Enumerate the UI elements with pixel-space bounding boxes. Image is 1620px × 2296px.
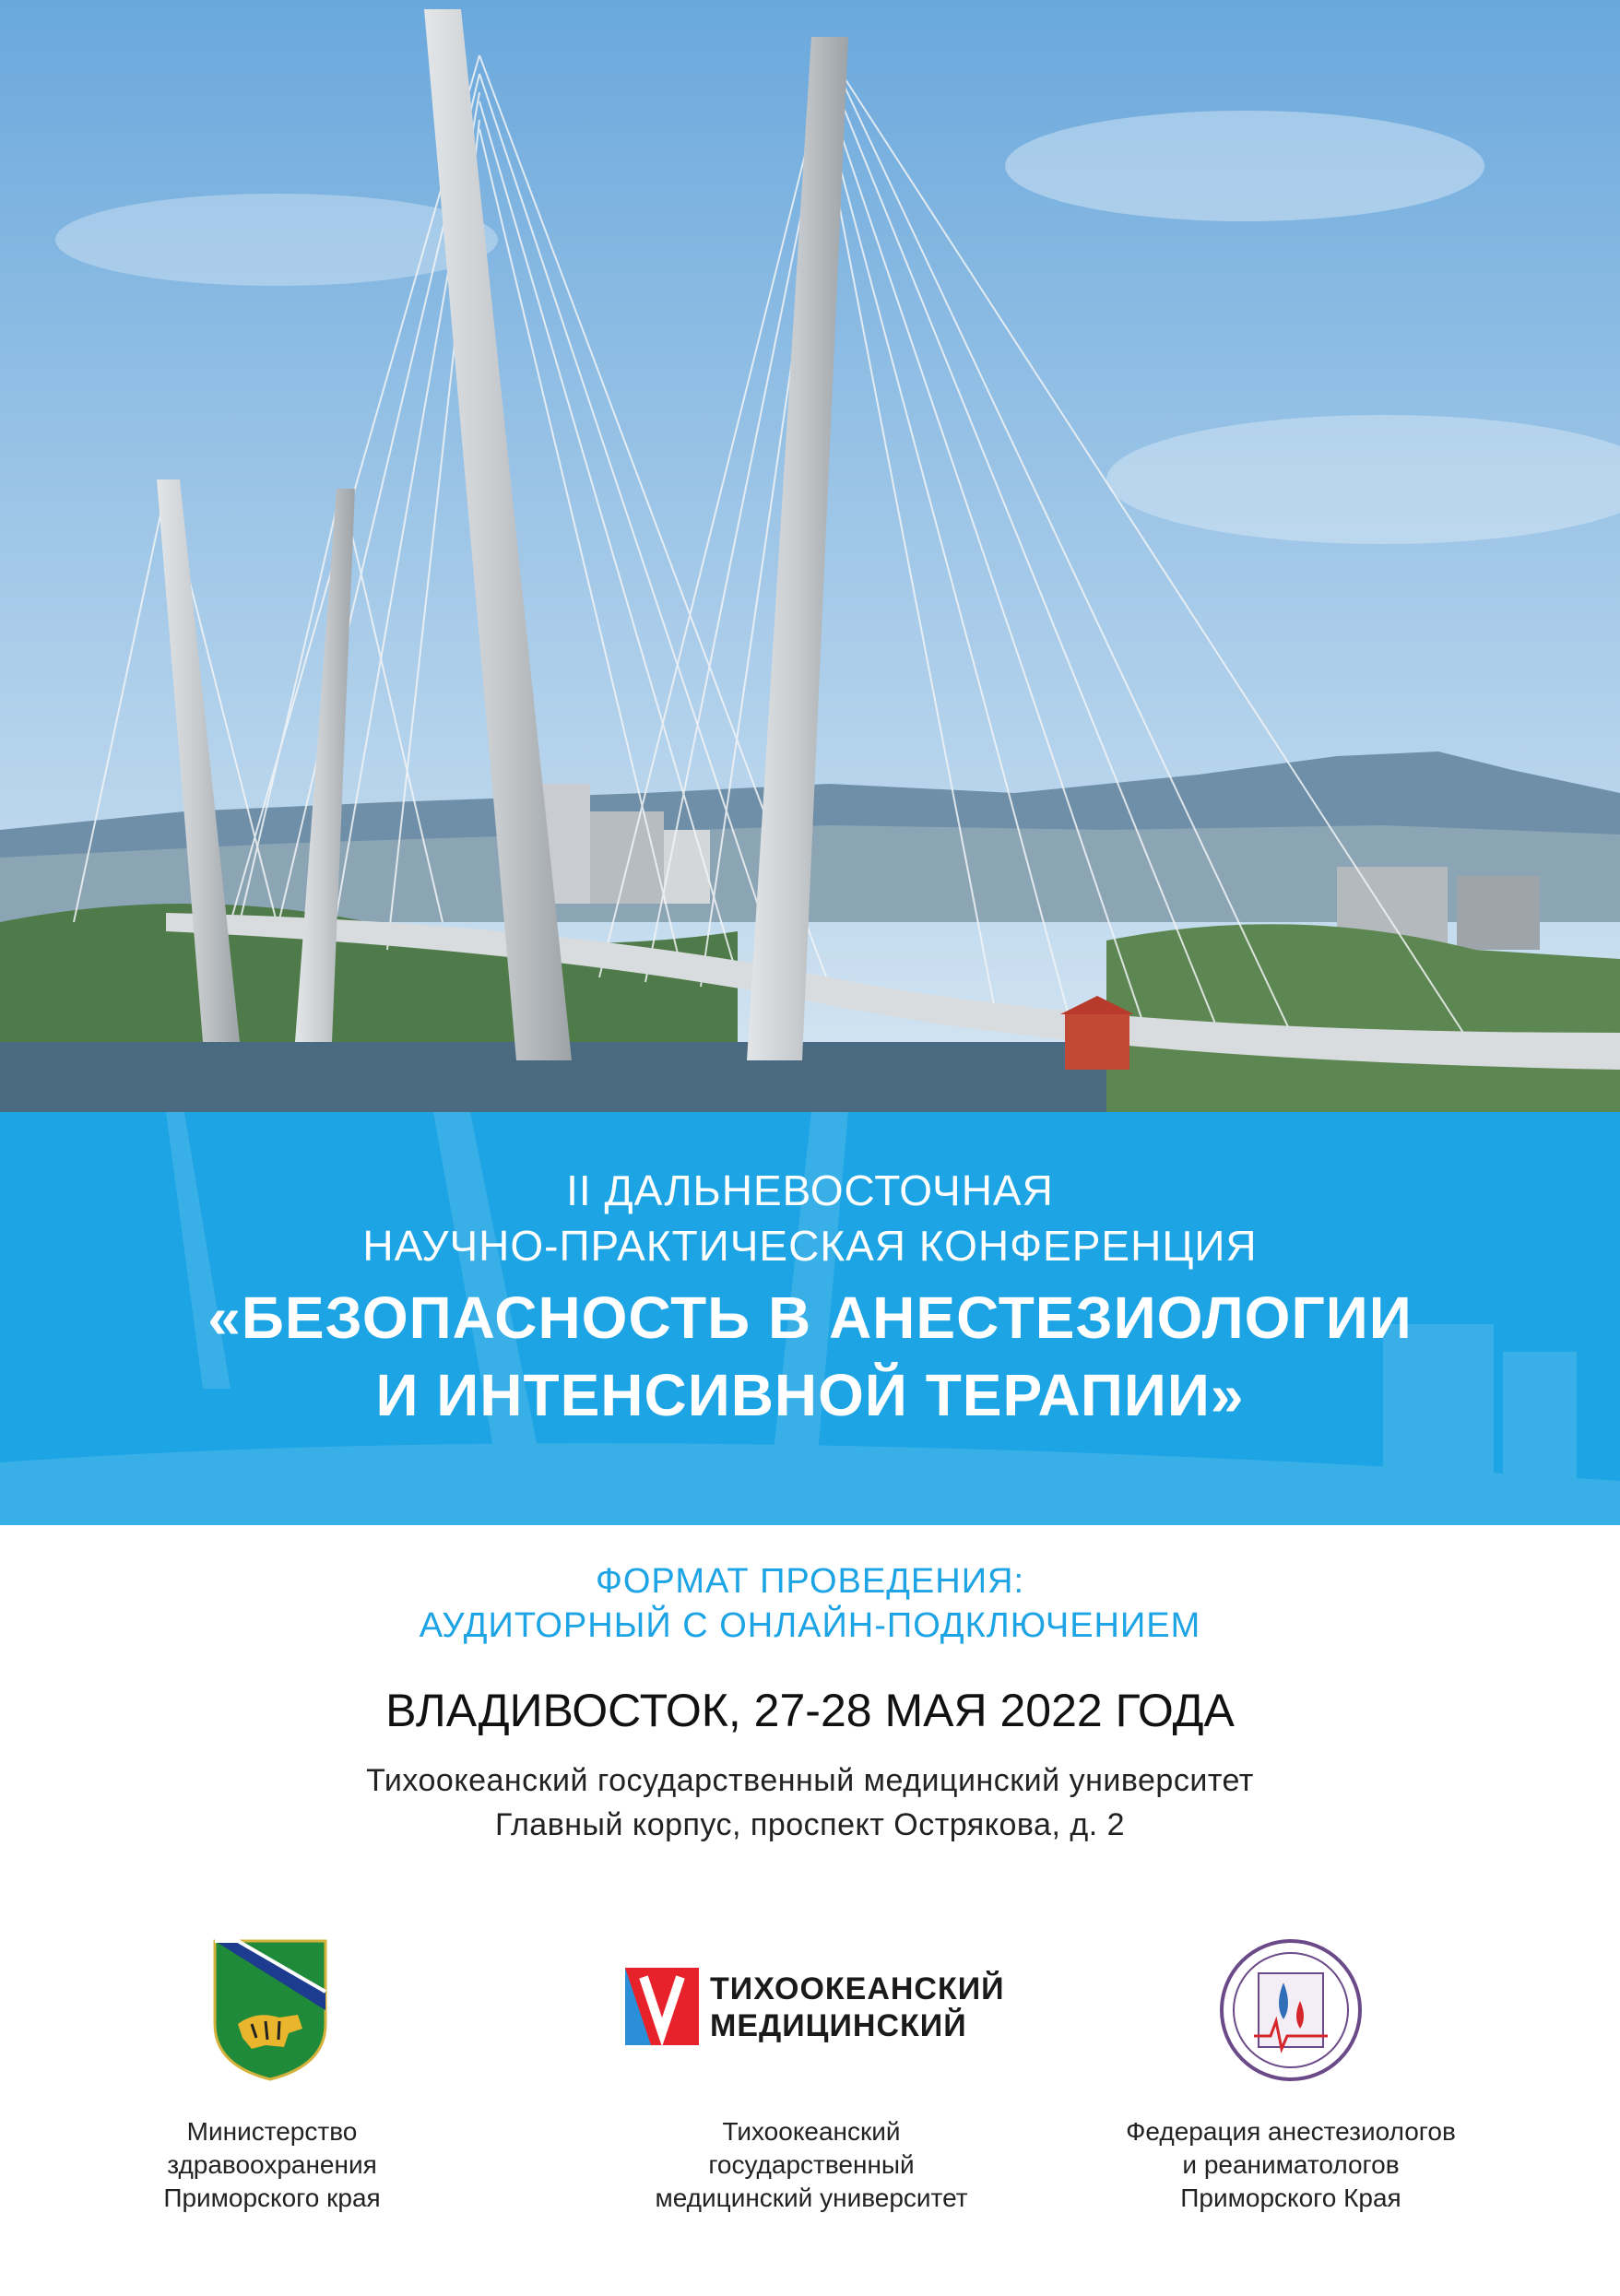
tgmu-logo-text-2: МЕДИЦИНСКИЙ <box>710 2008 967 2043</box>
organizer-2-caption <box>609 2115 1014 2215</box>
organizer-3-caption <box>1070 2115 1512 2215</box>
caption-line: здравоохранения <box>167 2150 377 2179</box>
venue-address: Главный корпус, проспект Острякова, д. 2 <box>494 1807 1126 1842</box>
city-date: ВЛАДИВОСТОК, 27-28 МАЯ 2022 ГОДА <box>385 1685 1235 1736</box>
caption-line: Приморского Края <box>1180 2184 1401 2212</box>
tgmu-logo-text-1: ТИХООКЕАНСКИЙ <box>710 1971 1005 2006</box>
conference-title-line2: И ИНТЕНСИВНОЙ ТЕРАПИИ» <box>375 1362 1245 1428</box>
conference-title-line1: «БЕЗОПАСНОСТЬ В АНЕСТЕЗИОЛОГИИ <box>207 1284 1413 1351</box>
caption-line: медицинский университет <box>655 2184 968 2212</box>
title-banner <box>0 1112 1620 1525</box>
organizer-1-caption <box>92 2115 452 2215</box>
caption-line: Тихоокеанский <box>722 2117 901 2146</box>
format-label: ФОРМАТ ПРОВЕДЕНИЯ: <box>595 1562 1025 1601</box>
conference-type: НАУЧНО-ПРАКТИЧЕСКАЯ КОНФЕРЕНЦИЯ <box>362 1222 1258 1270</box>
caption-line: Приморского края <box>163 2184 381 2212</box>
federation-emblem-icon <box>1217 1936 1365 2089</box>
conference-number: II ДАЛЬНЕВОСТОЧНАЯ <box>566 1166 1054 1214</box>
format-value: АУДИТОРНЫЙ С ОНЛАЙН-ПОДКЛЮЧЕНИЕМ <box>419 1606 1201 1645</box>
caption-line: и реаниматологов <box>1182 2150 1400 2179</box>
caption-line: Федерация анестезиологов <box>1126 2117 1456 2146</box>
hero-photo <box>0 0 1620 1112</box>
coat-of-arms-icon <box>210 1936 330 2089</box>
bridge-illustration <box>0 0 1620 1112</box>
tgmu-logo-icon <box>625 1968 1012 2051</box>
venue-name: Тихоокеанский государственный медицинский университет <box>366 1763 1254 1798</box>
caption-line: государственный <box>708 2150 915 2179</box>
caption-line: Министерство <box>186 2117 358 2146</box>
